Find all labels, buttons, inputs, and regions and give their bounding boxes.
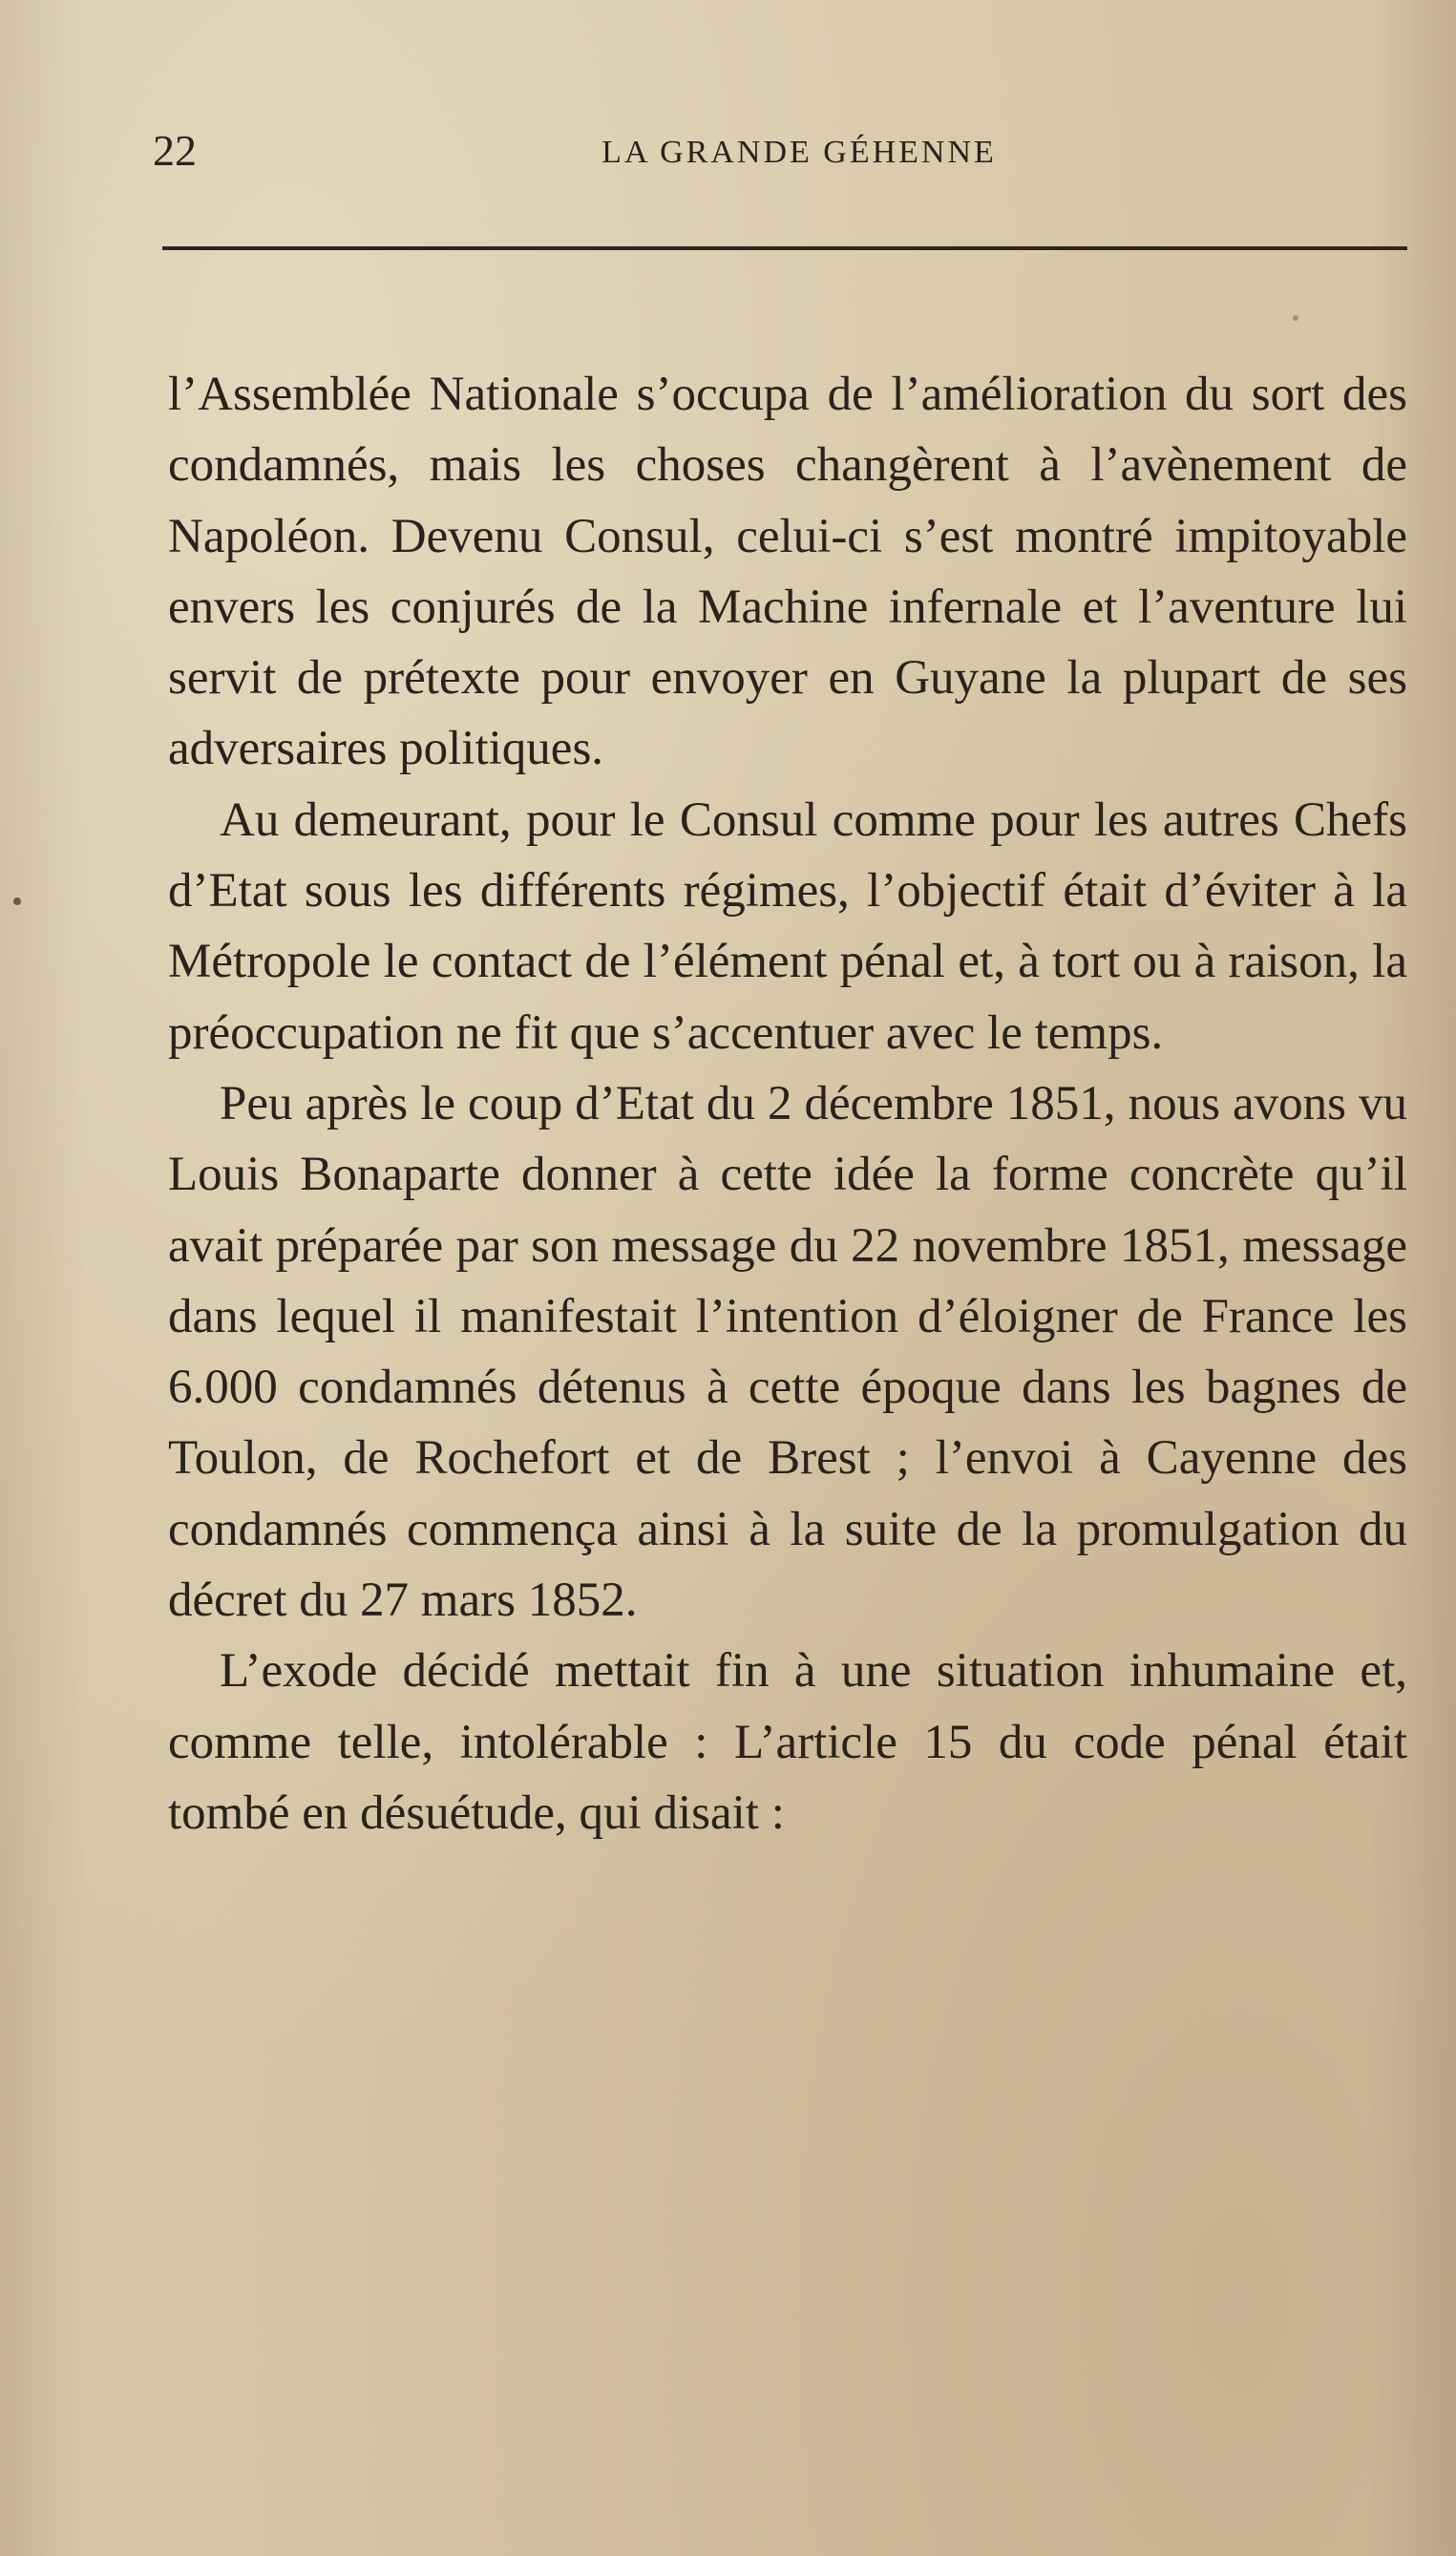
paper-speck	[1293, 315, 1298, 321]
page-header	[153, 122, 1407, 180]
paragraph-1: l’Assemblée Nationale s’occupa de l’amélioration du sort des condamnés, mais les choses changèrent à l’avènement de Napoléon. Devenu Consul, celui-ci s’est montré impitoyable envers les conjurés de la Machine infernale et l’aventure lui servit de prétexte pour envoyer en Guyane la plupart de ses adversaires politiques.	[168, 368, 1407, 776]
paragraph-3: Peu après le coup d’Etat du 2 décembre 1851, nous avons vu Louis Bonaparte donner à cette idée la forme concrète qu’il avait préparée par son message du 22 novembre 1851, message dans lequel il manifestait l’intention d’éloigner de France les 6.000 condamnés détenus à cette époque dans les bagnes de Toulon, de Rochefort et de Brest ; l’envoi à Cayenne des condamnés commença ainsi à la suite de la promulgation du décret du 27 mars 1852.	[168, 1076, 1407, 1628]
running-title: LA GRANDE GÉHENNE	[601, 135, 997, 170]
page-number: 22	[153, 126, 197, 175]
paragraph-4: L’exode décidé mettait fin à une situation inhumaine et, comme telle, intolérable : L’article 15 du code pénal était tombé en désuétude, qui disait :	[168, 1644, 1407, 1840]
paper-speck	[13, 898, 21, 905]
header-rule	[162, 246, 1407, 250]
body-text	[168, 359, 1407, 1848]
paragraph-2: Au demeurant, pour le Consul comme pour les autres Chefs d’Etat sous les différents régimes, l’objectif était d’éviter à la Métropole le contact de l’élément pénal et, à tort ou à raison, la préoccupation ne fit que s’accentuer avec le temps.	[168, 792, 1407, 1060]
